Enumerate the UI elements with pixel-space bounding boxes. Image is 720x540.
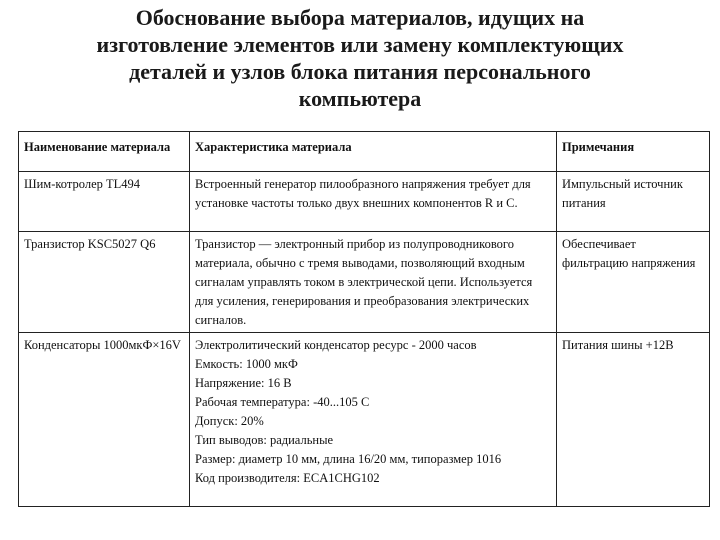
spec-line: Электролитический конденсатор ресурс - 2000 часов	[195, 338, 477, 352]
cell-characteristic: Встроенный генератор пилообразного напряжения требует для установке частоты только двух внешних компонентов R и C.	[190, 172, 557, 232]
cell-characteristic	[190, 333, 557, 507]
spec-line: Код производителя: ECA1CHG102	[195, 471, 380, 485]
table-row	[19, 333, 710, 507]
title-line-2: изготовление элементов или замену комплектующих	[96, 32, 624, 57]
title-line-1: Обоснование выбора материалов, идущих на	[135, 5, 585, 30]
header-notes: Примечания	[557, 132, 710, 172]
table-row	[19, 232, 710, 333]
spec-line: Емкость: 1000 мкФ	[195, 357, 298, 371]
cell-name: Конденсаторы 1000мкФ×16V	[19, 333, 190, 507]
cell-notes: Питания шины +12В	[557, 333, 710, 507]
title-line-4: компьютера	[298, 86, 422, 111]
materials-table	[18, 131, 710, 507]
cell-characteristic: Транзистор — электронный прибор из полупроводникового материала, обычно с тремя выводами, позволяющий входным сигналам управлять током в электрической цепи. Используется для усиления, генерирования и преобразования электрических сигналов.	[190, 232, 557, 333]
cell-notes: Обеспечивает фильтрацию напряжения	[557, 232, 710, 333]
spec-line: Тип выводов: радиальные	[195, 433, 334, 447]
spec-line: Размер: диаметр 10 мм, длина 16/20 мм, типоразмер 1016	[195, 452, 502, 466]
header-name: Наименование материала	[19, 132, 190, 172]
spec-line: Допуск: 20%	[195, 414, 264, 428]
cell-notes: Импульсный источник питания	[557, 172, 710, 232]
spec-line: Напряжение: 16 В	[195, 376, 292, 390]
table-header-row	[19, 132, 710, 172]
table-row	[19, 172, 710, 232]
page-title	[40, 4, 680, 112]
title-line-3: деталей и узлов блока питания персонального	[129, 59, 591, 84]
header-characteristic: Характеристика материала	[190, 132, 557, 172]
cell-name: Шим-котролер TL494	[19, 172, 190, 232]
cell-name: Транзистор KSC5027 Q6	[19, 232, 190, 333]
spec-line: Рабочая температура: -40...105 С	[195, 395, 370, 409]
